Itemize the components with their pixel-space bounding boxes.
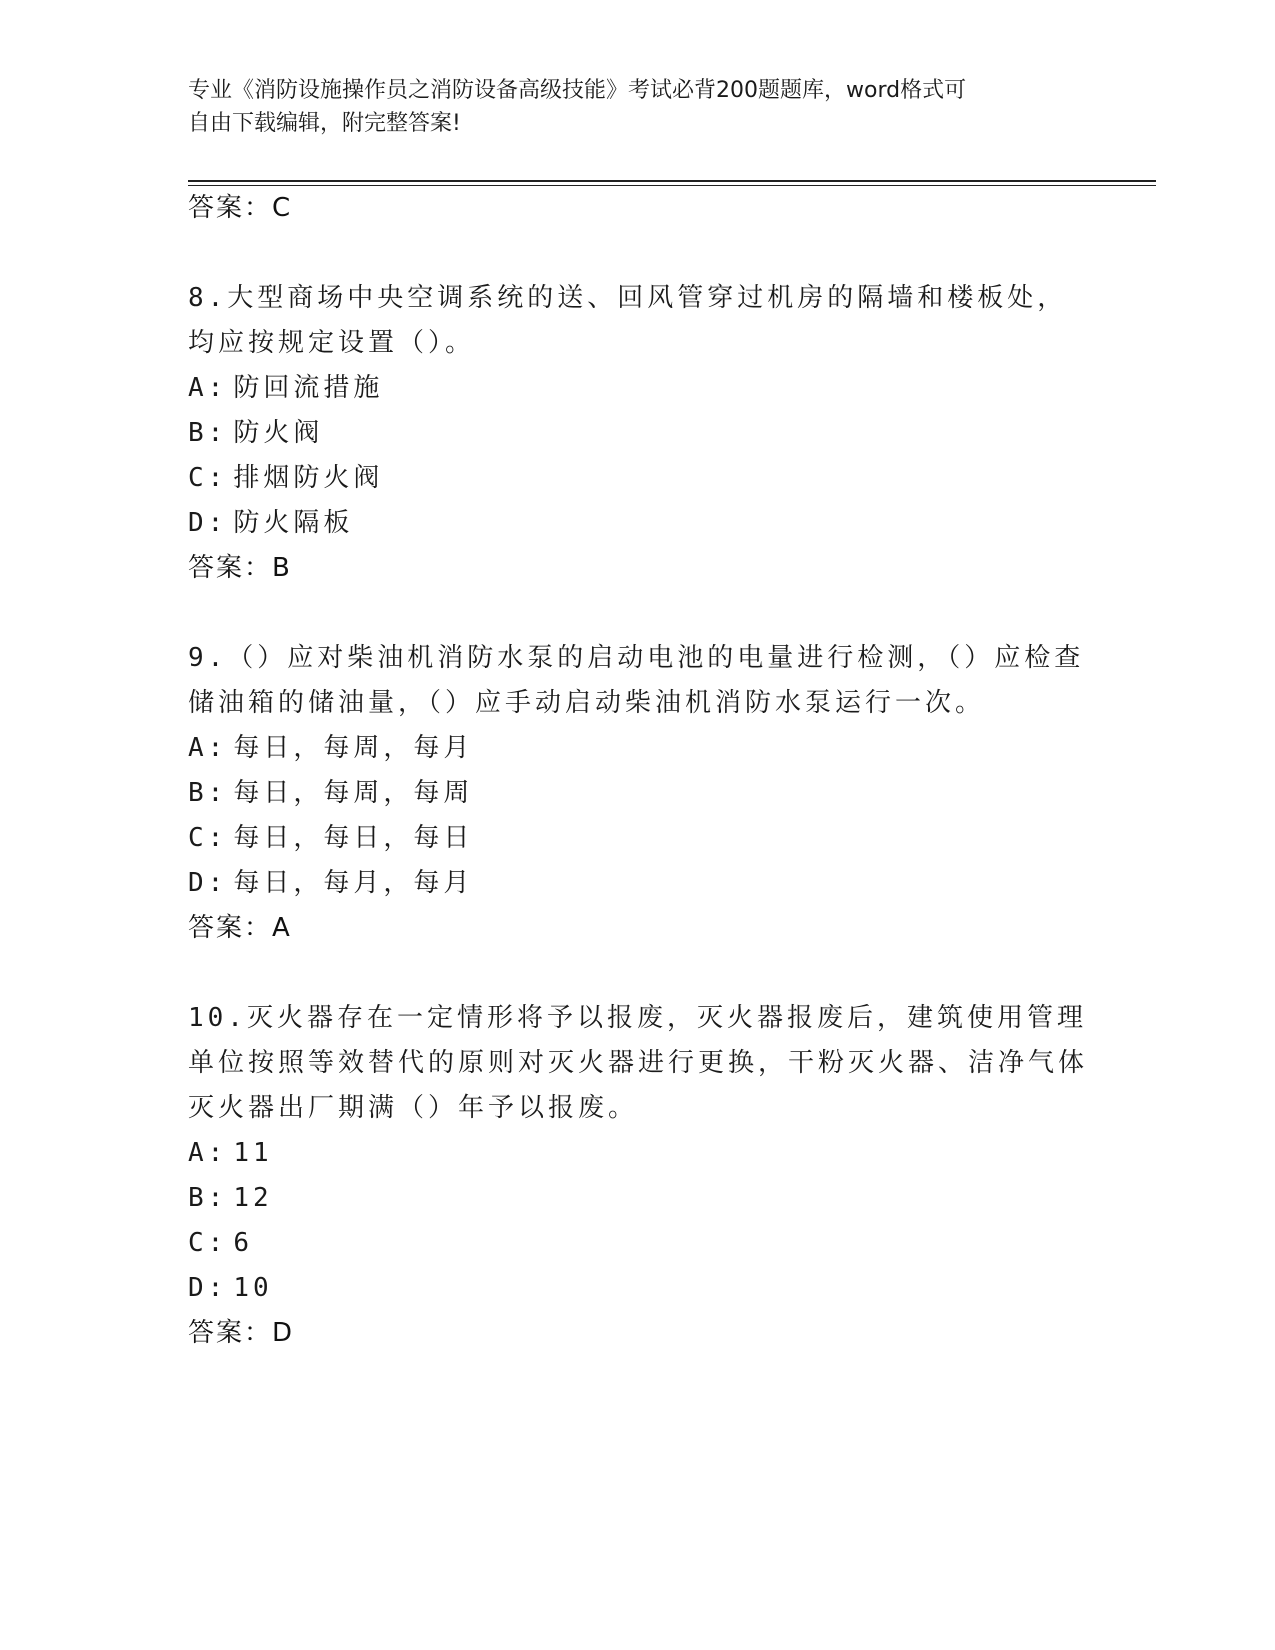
option-d	[188, 1266, 1088, 1311]
question-item	[188, 636, 1088, 951]
option-b	[188, 1176, 1088, 1221]
option-d	[188, 861, 1088, 906]
option-text: 每日，每周，每周	[233, 778, 474, 808]
document-header	[188, 74, 1088, 140]
option-c	[188, 816, 1088, 861]
option-text: 每日，每周，每月	[233, 733, 474, 763]
answer-value: C	[272, 193, 291, 223]
question-stem: 8.大型商场中央空调系统的送、回风管穿过机房的隔墙和楼板处，均应按规定设置（）。	[188, 283, 1068, 358]
option-b	[188, 411, 1088, 456]
option-key: B:	[188, 778, 228, 808]
question-stem: 10.灭火器存在一定情形将予以报废，灭火器报废后，建筑使用管理单位按照等效替代的原则对灭火器进行更换，干粉灭火器、洁净气体灭火器出厂期满（）年予以报废。	[188, 1003, 1089, 1123]
option-text: 防火隔板	[233, 508, 354, 538]
answer-value: B	[272, 553, 290, 583]
option-key: D:	[188, 1273, 228, 1303]
option-text: 防火阀	[233, 418, 324, 448]
option-text: 12	[233, 1183, 273, 1213]
answer-value: D	[272, 1318, 293, 1348]
option-d	[188, 501, 1088, 546]
option-key: A:	[188, 1138, 228, 1168]
answer-label: 答案：	[188, 553, 273, 583]
option-text: 每日，每月，每月	[233, 868, 474, 898]
answer-line	[188, 1311, 1088, 1356]
option-a	[188, 726, 1088, 771]
option-key: D:	[188, 868, 228, 898]
header-title-line-1: 专业《消防设施操作员之消防设备高级技能》考试必背200题题库，word格式可	[188, 78, 967, 103]
answer-line	[188, 186, 1088, 231]
option-key: B:	[188, 1183, 228, 1213]
option-text: 防回流措施	[233, 373, 384, 403]
question-stem: 9.（）应对柴油机消防水泵的启动电池的电量进行检测，（）应检查储油箱的储油量，（）应手动启动柴油机消防水泵运行一次。	[188, 643, 1085, 718]
option-key: D:	[188, 508, 228, 538]
question-item	[188, 276, 1088, 591]
option-key: C:	[188, 463, 228, 493]
option-key: A:	[188, 373, 228, 403]
option-key: A:	[188, 733, 228, 763]
option-text: 11	[233, 1138, 273, 1168]
answer-label: 答案：	[188, 913, 273, 943]
option-a	[188, 1131, 1088, 1176]
option-a	[188, 366, 1088, 411]
option-text: 每日，每日，每日	[233, 823, 474, 853]
answer-label: 答案：	[188, 1318, 273, 1348]
answer-line	[188, 906, 1088, 951]
header-title-line-2: 自由下载编辑，附完整答案!	[188, 111, 461, 136]
option-text: 6	[233, 1228, 253, 1258]
option-b	[188, 771, 1088, 816]
option-key: C:	[188, 1228, 228, 1258]
option-c	[188, 456, 1088, 501]
option-key: C:	[188, 823, 228, 853]
option-text: 10	[233, 1273, 273, 1303]
option-text: 排烟防火阀	[233, 463, 384, 493]
question-list	[188, 186, 1088, 1356]
answer-line	[188, 546, 1088, 591]
answer-label: 答案：	[188, 193, 273, 223]
option-key: B:	[188, 418, 228, 448]
question-item	[188, 996, 1088, 1356]
answer-value: A	[272, 913, 290, 943]
option-c	[188, 1221, 1088, 1266]
